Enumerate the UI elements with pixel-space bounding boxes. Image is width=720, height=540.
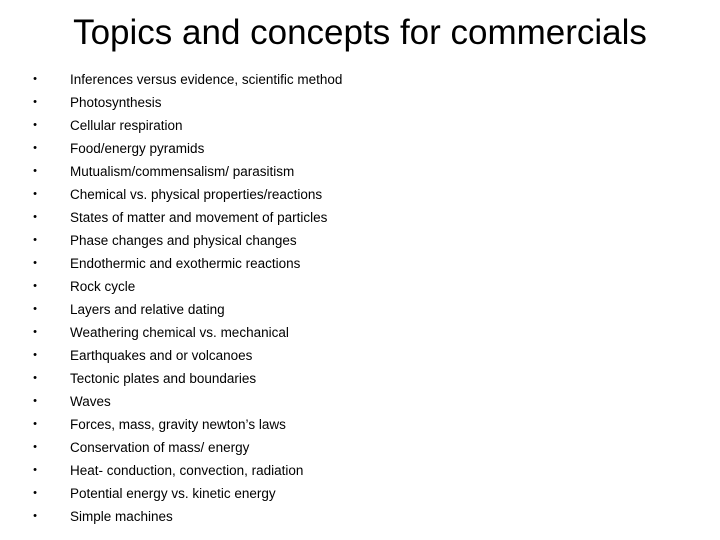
topic-text: Food/energy pyramids: [70, 141, 205, 156]
bullet-icon: •: [33, 119, 37, 131]
topic-item: [30, 114, 690, 137]
bullet-icon: •: [33, 234, 37, 246]
topic-item: [30, 459, 690, 482]
bullet-icon: •: [33, 326, 37, 338]
topic-item: [30, 252, 690, 275]
topic-text: Tectonic plates and boundaries: [70, 371, 257, 386]
bullet-icon: •: [33, 510, 37, 522]
topic-item: [30, 206, 690, 229]
topic-text: States of matter and movement of particles: [70, 210, 328, 225]
topic-text: Earthquakes and or volcanoes: [70, 348, 253, 363]
topic-item: [30, 160, 690, 183]
bullet-icon: •: [33, 303, 37, 315]
bullet-icon: •: [33, 418, 37, 430]
topic-item: [30, 183, 690, 206]
bullet-icon: •: [33, 487, 37, 499]
bullet-icon: •: [33, 73, 37, 85]
topic-item: [30, 321, 690, 344]
topic-item: [30, 229, 690, 252]
topic-text: Endothermic and exothermic reactions: [70, 256, 301, 271]
topic-item: [30, 482, 690, 505]
topic-item: [30, 505, 690, 528]
bullet-icon: •: [33, 188, 37, 200]
topic-text: Conservation of mass/ energy: [70, 440, 250, 455]
bullet-icon: •: [33, 349, 37, 361]
topic-text: Layers and relative dating: [70, 302, 225, 317]
topic-item: [30, 390, 690, 413]
topic-text: Chemical vs. physical properties/reactions: [70, 187, 323, 202]
topic-item: [30, 68, 690, 91]
topic-item: [30, 275, 690, 298]
topic-item: [30, 436, 690, 459]
topic-item: [30, 367, 690, 390]
bullet-icon: •: [33, 142, 37, 154]
topic-text: Mutualism/commensalism/ parasitism: [70, 164, 295, 179]
topic-item: [30, 298, 690, 321]
topic-text: Cellular respiration: [70, 118, 183, 133]
topic-text: Heat- conduction, convection, radiation: [70, 463, 304, 478]
bullet-icon: •: [33, 372, 37, 384]
bullet-icon: •: [33, 464, 37, 476]
topic-list: [30, 68, 690, 528]
topic-text: Forces, mass, gravity newton’s laws: [70, 417, 286, 432]
bullet-icon: •: [33, 211, 37, 223]
bullet-icon: •: [33, 395, 37, 407]
topic-item: [30, 413, 690, 436]
topic-text: Potential energy vs. kinetic energy: [70, 486, 276, 501]
topic-text: Waves: [70, 394, 111, 409]
topic-text: Weathering chemical vs. mechanical: [70, 325, 289, 340]
bullet-icon: •: [33, 165, 37, 177]
topic-text: Phase changes and physical changes: [70, 233, 297, 248]
topic-text: Rock cycle: [70, 279, 136, 294]
topic-text: Inferences versus evidence, scientific method: [70, 72, 343, 87]
topic-item: [30, 137, 690, 160]
slide-title: Topics and concepts for commercials: [73, 13, 647, 52]
bullet-icon: •: [33, 280, 37, 292]
bullet-icon: •: [33, 257, 37, 269]
bullet-icon: •: [33, 441, 37, 453]
topic-text: Photosynthesis: [70, 95, 162, 110]
topic-item: [30, 91, 690, 114]
bullet-icon: •: [33, 96, 37, 108]
topic-text: Simple machines: [70, 509, 173, 524]
topic-item: [30, 344, 690, 367]
